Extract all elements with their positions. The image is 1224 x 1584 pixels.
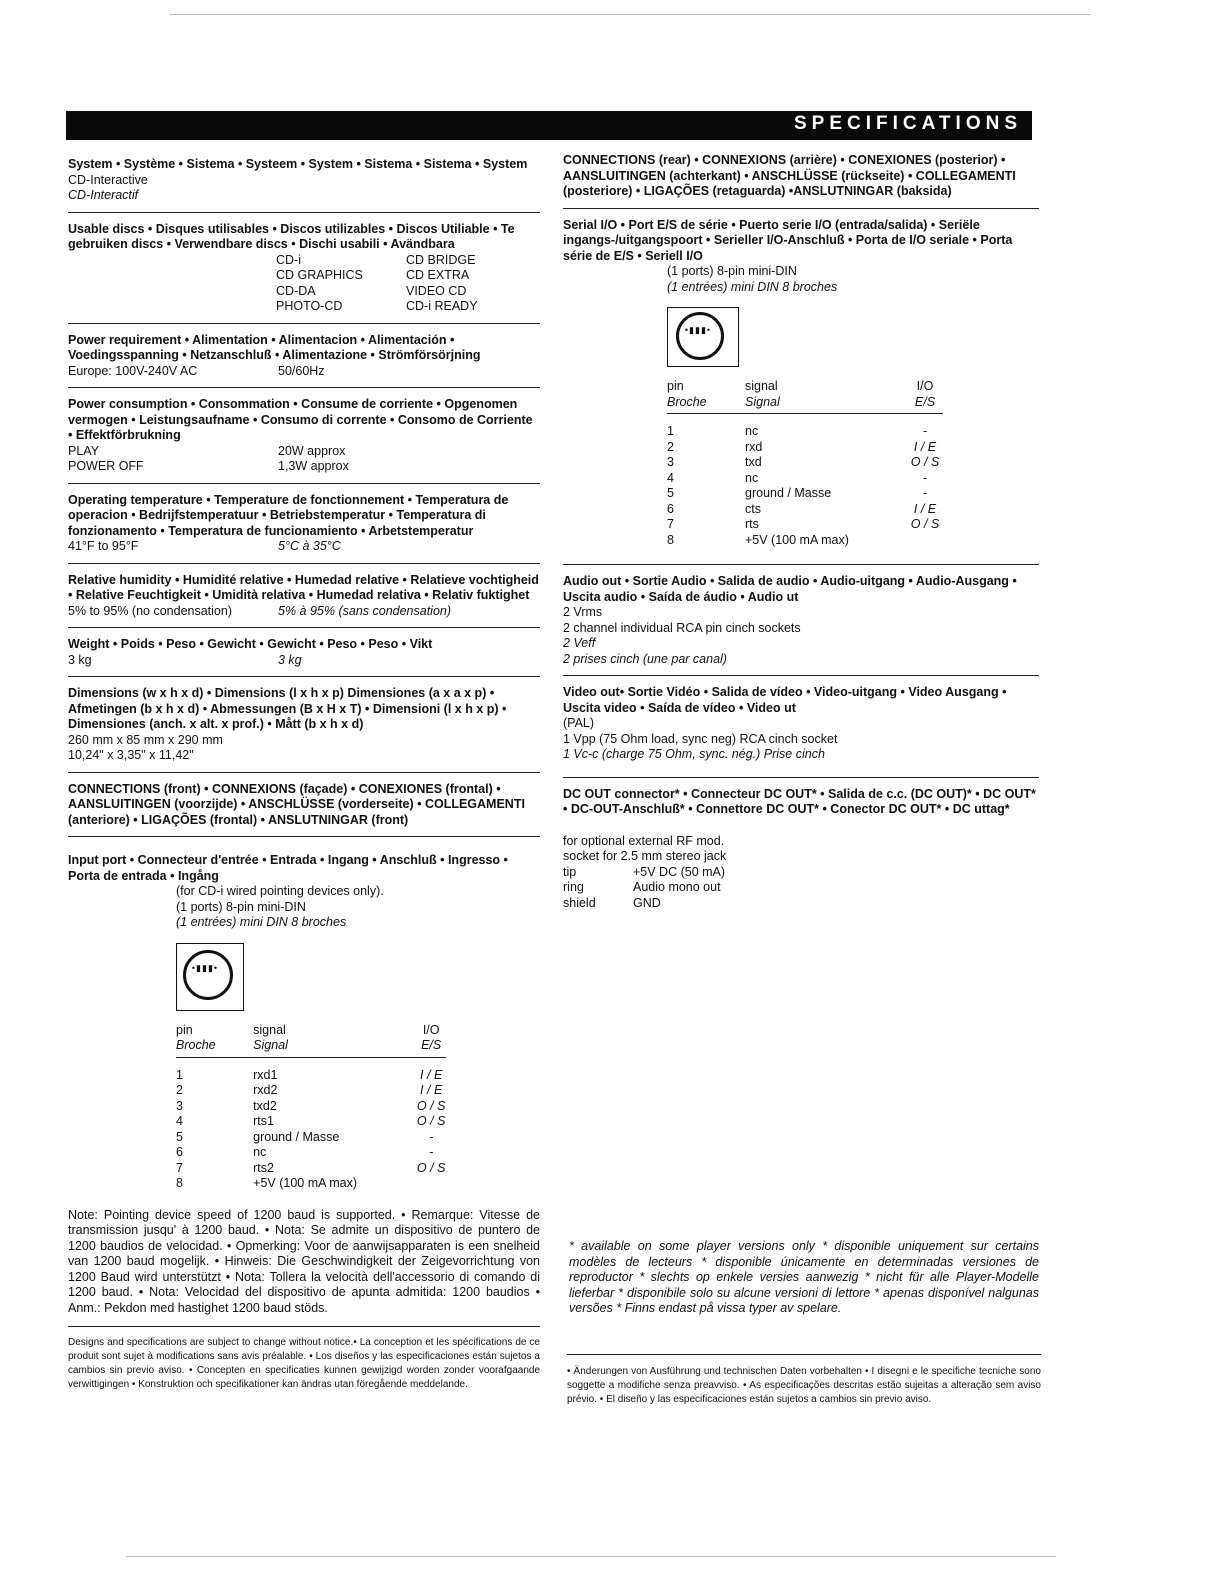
temperature-value-c: 5°C à 35°C — [278, 539, 341, 553]
availability-footnote: * available on some player versions only * disponible uniquement sur certains modèles de lecteurs * disponible únicamente en determinadas versiones de reproductor * slechts op enkele versies aanwezig * nicht für alle Player-Modelle lieferbar * disponibile solo su alcune versioni di lettore * apenas disponível nalgunas versões * Finns endast på vissa typer av spelare. — [569, 1239, 1039, 1315]
divider — [68, 483, 540, 484]
discs-section — [68, 222, 540, 315]
divider — [563, 777, 1039, 778]
th-signal: signal — [745, 379, 778, 393]
io-cell: O / S — [910, 517, 940, 531]
th-signal-fr: Signal — [253, 1038, 288, 1052]
table-row — [176, 1176, 446, 1192]
th-pin-fr: Broche — [667, 394, 707, 409]
weight-value: 3 kg — [68, 652, 92, 667]
pin-cell: 2 — [176, 1083, 183, 1097]
input-port-type: (1 ports) 8-pin mini-DIN — [176, 899, 306, 914]
power-off-label: POWER OFF — [68, 459, 144, 473]
io-cell: I / E — [420, 1083, 443, 1097]
signal-cell: +5V (100 mA max) — [253, 1176, 358, 1190]
power-off-value: 1,3W approx — [278, 459, 349, 473]
input-port-section — [68, 853, 540, 1192]
mini-din-pins: •▮▮▮• — [684, 325, 712, 335]
th-pin-fr: Broche — [176, 1038, 216, 1052]
play-value: 20W approx — [278, 443, 346, 458]
divider — [68, 676, 540, 677]
pin-cell: 8 — [176, 1176, 183, 1190]
dc-value: +5V DC (50 mA) — [633, 864, 726, 879]
th-pin: pin — [176, 1022, 193, 1037]
dc-label: tip — [563, 864, 577, 879]
left-column — [68, 157, 540, 1392]
temperature-heading: Operating temperature • Temperature de fonctionnement • Temperatura de operacion • Bedrijfstemperatuur • Betriebstemperatur • Temperatura di fonzionamento • Temperatura de funcionamiento • Arbetstemperatur — [68, 492, 509, 538]
video-out-heading: Video out• Sortie Vidéo • Salida de vídeo • Video-uitgang • Video Ausgang • Uscita video • Saída de vídeo • Video ut — [563, 685, 1007, 715]
pin-cell: 7 — [667, 517, 674, 531]
signal-cell: rxd2 — [253, 1083, 278, 1097]
dc-label: ring — [563, 880, 584, 894]
th-io-fr: E/S — [914, 394, 936, 409]
weight-value-fr: 3 kg — [278, 652, 302, 667]
pin-cell: 4 — [667, 470, 674, 485]
input-port-heading: Input port • Connecteur d'entrée • Entrada • Ingang • Anschluß • Ingresso • Porta de entrada • Ingång — [68, 853, 508, 883]
signal-cell: cts — [745, 501, 761, 516]
divider — [68, 627, 540, 628]
power-requirement-label: Europe: 100V-240V AC — [68, 363, 198, 378]
disc-item: CD-DA — [276, 283, 316, 298]
pin-cell: 2 — [667, 439, 674, 454]
dimensions-heading: Dimensions (w x h x d) • Dimensions (l x h x p) Dimensiones (a x a x p) • Afmetingen (b x h x d) • Abmessungen (B x H x T) • Dimensioni (l x h x p) • Dimensiones (anch. x alt. x prof.) • Mått (b x h x d) — [68, 686, 507, 731]
th-signal: signal — [253, 1022, 286, 1037]
disc-item: CD BRIDGE — [406, 252, 476, 267]
dc-out-section — [563, 787, 1039, 912]
weight-heading: Weight • Poids • Peso • Gewicht • Gewicht • Peso • Peso • Vikt — [68, 637, 433, 651]
connections-rear-heading: CONNECTIONS (rear) • CONNEXIONS (arrière) • CONEXIONES (posterior) • AANSLUITINGEN (achterkant) • ANSCHLÜSSE (rückseite) • COLLEGAMENTI (posteriore) • LIGAÇÕES (retaguarda) •ANSLUTNINGAR (baksida) — [563, 153, 1016, 198]
pin-cell: 8 — [667, 532, 674, 547]
th-pin: pin — [667, 379, 684, 393]
th-io-fr: E/S — [421, 1038, 442, 1052]
pin-cell: 3 — [667, 455, 674, 469]
io-cell — [910, 533, 940, 549]
system-heading: System • Système • Sistema • Systeem • System • Sistema • Sistema • System — [68, 157, 528, 171]
power-requirement-value: 50/60Hz — [278, 363, 325, 378]
table-row — [667, 502, 943, 518]
divider — [68, 772, 540, 773]
signal-cell: ground / Masse — [745, 486, 832, 500]
io-cell — [416, 1176, 446, 1192]
dc-value: Audio mono out — [633, 880, 721, 894]
table-row — [563, 896, 1039, 912]
connections-front-heading: CONNECTIONS (front) • CONNEXIONS (façade) • CONEXIONES (frontal) • AANSLUITINGEN (voorzijde) • ANSCHLÜSSE (vorderseite) • COLLEGAMENTI (anteriore) • LIGAÇÕES (frontal) • ANSLUTNINGAR (front) — [68, 781, 525, 827]
humidity-section — [68, 573, 540, 620]
mini-din-connector-icon — [176, 943, 244, 1011]
disc-item: PHOTO-CD — [276, 299, 343, 313]
signal-cell: +5V (100 mA max) — [745, 532, 849, 547]
pin-cell: 5 — [176, 1129, 183, 1144]
divider — [563, 675, 1039, 676]
disc-item: VIDEO CD — [406, 283, 467, 298]
connections-rear-section — [563, 153, 1039, 200]
serial-io-heading: Serial I/O • Port E/S de série • Puerto serie I/O (entrada/salida) • Seriële ingangs-/uitgangspoort • Serieller I/O-Anschluß • Porta de I/O seriale • Porta série de E/S • Seriell I/O — [563, 217, 1013, 263]
audio-out-level-fr: 2 Veff — [563, 636, 596, 650]
video-out-spec-fr: 1 Vc-c (charge 75 Ohm, sync. nég.) Prise cinch — [563, 747, 825, 761]
header-banner — [66, 111, 1032, 140]
signal-cell: rts — [745, 517, 759, 531]
audio-out-sockets-fr: 2 prises cinch (une par canal) — [563, 651, 727, 666]
io-cell: O / S — [416, 1098, 446, 1113]
audio-out-sockets: 2 channel individual RCA pin cinch sockets — [563, 620, 801, 635]
pin-cell: 6 — [667, 501, 674, 516]
divider — [68, 836, 540, 837]
serial-io-section — [563, 218, 1039, 549]
power-requirement-heading: Power requirement • Alimentation • Alimentacion • Alimentación • Voedingsspanning • Netzanschluß • Alimentazione • Strömförsörjning — [68, 332, 481, 362]
right-column — [563, 153, 1041, 1405]
humidity-value-fr: 5% à 95% (sans condensation) — [278, 603, 452, 618]
th-io: I/O — [422, 1022, 440, 1037]
scan-line-bottom — [126, 1556, 1056, 1557]
power-consumption-section — [68, 397, 540, 475]
pin-cell: 4 — [176, 1114, 183, 1128]
table-row — [667, 471, 943, 487]
table-row — [176, 1145, 446, 1161]
serial-io-type: (1 ports) 8-pin mini-DIN — [667, 264, 797, 278]
audio-out-heading: Audio out • Sortie Audio • Salida de audio • Audio-uitgang • Audio-Ausgang • Uscita audio • Saída de áudio • Audio ut — [563, 574, 1017, 604]
table-row — [176, 1114, 446, 1130]
dc-value: GND — [633, 895, 661, 910]
divider — [68, 323, 540, 324]
table-row — [667, 486, 943, 502]
power-requirement-section — [68, 333, 540, 380]
pin-cell: 1 — [667, 424, 674, 438]
divider — [563, 564, 1039, 565]
table-row — [667, 455, 943, 471]
io-cell: - — [429, 1145, 434, 1159]
table-row — [176, 1099, 446, 1115]
disclaimer-right: • Änderungen von Ausführung und technischen Daten vorbehalten • I disegni e le specifiche tecniche sono soggette a modifiche senza preavviso. • As especificações descritas estão sujeitas a alteração sem aviso prévio. • El diseño y las especificaciones están sujetos a cambios sin previo aviso. — [567, 1366, 1041, 1405]
divider — [68, 212, 540, 213]
signal-cell: rxd — [745, 439, 763, 454]
signal-cell: ground / Masse — [253, 1129, 340, 1144]
signal-cell: nc — [253, 1145, 267, 1159]
io-cell: I / E — [420, 1067, 443, 1082]
divider — [567, 1354, 1041, 1355]
io-cell: I / E — [913, 501, 937, 516]
dc-out-socket: socket for 2.5 mm stereo jack — [563, 849, 727, 863]
dimensions-metric: 260 mm x 85 mm x 290 mm — [68, 732, 223, 747]
table-row — [563, 880, 1039, 896]
page-title: SPECIFICATIONS — [794, 113, 1022, 134]
serial-io-type-fr: (1 entrées) mini DIN 8 broches — [667, 279, 838, 294]
audio-out-level: 2 Vrms — [563, 605, 603, 619]
dc-label: shield — [563, 895, 596, 910]
dc-out-purpose: for optional external RF mod. — [563, 833, 725, 848]
discs-list — [276, 253, 540, 315]
humidity-value: 5% to 95% (no condensation) — [68, 603, 232, 618]
input-port-type-fr: (1 entrées) mini DIN 8 broches — [176, 915, 347, 929]
divider — [68, 1326, 540, 1327]
pin-cell: 1 — [176, 1067, 183, 1082]
table-row — [176, 1130, 446, 1146]
divider — [563, 208, 1039, 209]
dimensions-section — [68, 686, 540, 764]
pin-cell: 3 — [176, 1098, 183, 1113]
temperature-value-f: 41°F to 95°F — [68, 539, 139, 553]
io-cell: O / S — [910, 455, 940, 469]
table-row — [667, 424, 943, 440]
disc-item: CD-i READY — [406, 299, 478, 313]
disclaimer-left: Designs and specifications are subject to change without notice.• La conception et les spécifications de ce produit sont sujet à modifications sans avis préalable. • Los diseños y las especificaciones están sujetos a cambios sin previo aviso. • Concepten en specificaties kunnen gewijzigd worden zonder voorafgaande verwittigingen • Konstruktion och specifikationer kan ändras utan föregående meddelande. — [68, 1337, 540, 1390]
signal-cell: rts2 — [253, 1160, 274, 1175]
weight-section — [68, 637, 540, 668]
signal-cell: nc — [745, 424, 759, 438]
play-label: PLAY — [68, 443, 100, 458]
pin-cell: 7 — [176, 1160, 183, 1175]
table-row — [667, 517, 943, 533]
table-row — [667, 533, 943, 549]
humidity-heading: Relative humidity • Humidité relative • Humedad relative • Relatieve vochtigheid • Relative Feuchtigkeit • Umidità relativa • Humedad relativa • Relativ fuktighet — [68, 572, 539, 602]
temperature-section — [68, 493, 540, 555]
baud-note: Note: Pointing device speed of 1200 baud is supported. • Remarque: Vitesse de transmission jusqu' à 1200 baud. • Nota: Se admite un dispositivo de puntero de 1200 baudios de velocidad. • Opmerking: Voor de aanwijsapparaten is een snelheid van 1200 baud mogelijk. • Hinweis: Die Geschwindigkeit der Zeigevorrichtung von 1200 Baud wird unterstützt • Nota: Tollera la velocità dell'accessorio di comando di 1200 baud. • Nota: Velocidad del dispositivo de apunta admitida: 1200 baudios • Anm.: Pekdon med hastighet 1200 baud stöds. — [68, 1207, 540, 1315]
connections-front-section — [68, 782, 540, 829]
video-out-section — [563, 685, 1039, 763]
system-value: CD-Interactive — [68, 172, 148, 187]
pin-cell: 6 — [176, 1145, 183, 1159]
signal-cell: rxd1 — [253, 1067, 278, 1082]
io-cell: - — [429, 1129, 434, 1144]
serial-pin-table — [667, 379, 943, 548]
mini-din-pins: •▮▮▮• — [191, 962, 219, 973]
discs-heading: Usable discs • Disques utilisables • Discos utilizables • Discos Utiliable • Te gebruiken discs • Verwendbare discs • Dischi usabili • Avändbara — [68, 221, 515, 251]
signal-cell: nc — [745, 470, 759, 485]
signal-cell: txd — [745, 455, 762, 469]
io-cell: I / E — [913, 439, 937, 454]
table-row — [667, 440, 943, 456]
table-row — [176, 1161, 446, 1177]
input-port-note: (for CD-i wired pointing devices only). — [176, 884, 384, 898]
input-port-pin-table — [176, 1023, 446, 1192]
disc-item: CD GRAPHICS — [276, 268, 363, 282]
table-row — [563, 865, 1039, 881]
audio-out-section — [563, 574, 1039, 667]
divider — [68, 387, 540, 388]
system-section — [68, 157, 540, 204]
io-cell: O / S — [416, 1160, 446, 1175]
disc-item: CD-i — [276, 252, 301, 267]
th-io: I/O — [916, 379, 934, 393]
mini-din-connector-icon — [667, 307, 739, 367]
io-cell: O / S — [416, 1114, 446, 1128]
io-cell: - — [922, 470, 928, 485]
table-row — [176, 1068, 446, 1084]
dimensions-imperial: 10,24" x 3,35" x 11,42" — [68, 748, 194, 762]
table-divider — [667, 413, 943, 414]
video-out-standard: (PAL) — [563, 716, 595, 730]
video-out-spec: 1 Vpp (75 Ohm load, sync neg) RCA cinch socket — [563, 731, 838, 746]
pin-cell: 5 — [667, 486, 674, 500]
dc-out-heading: DC OUT connector* • Connecteur DC OUT* • Salida de c.c. (DC OUT)* • DC OUT* • DC-OUT-Anschluß* • Connettore DC OUT* • Conector DC OUT* • DC uttag* — [563, 786, 1036, 816]
signal-cell: rts1 — [253, 1114, 274, 1128]
disc-item: CD EXTRA — [406, 268, 470, 282]
th-signal-fr: Signal — [745, 394, 780, 409]
table-row — [176, 1083, 446, 1099]
table-divider — [176, 1057, 446, 1058]
divider — [68, 563, 540, 564]
dc-out-table — [563, 865, 1039, 912]
io-cell: - — [922, 486, 928, 500]
scan-line-top — [170, 14, 1090, 15]
system-value-fr: CD-Interactif — [68, 188, 139, 202]
io-cell: - — [922, 424, 928, 438]
signal-cell: txd2 — [253, 1098, 277, 1113]
power-consumption-heading: Power consumption • Consommation • Consume de corriente • Opgenomen vermogen • Leistungsaufname • Consumo di corrente • Consomo de Corriente • Effektförbrukning — [68, 397, 533, 442]
